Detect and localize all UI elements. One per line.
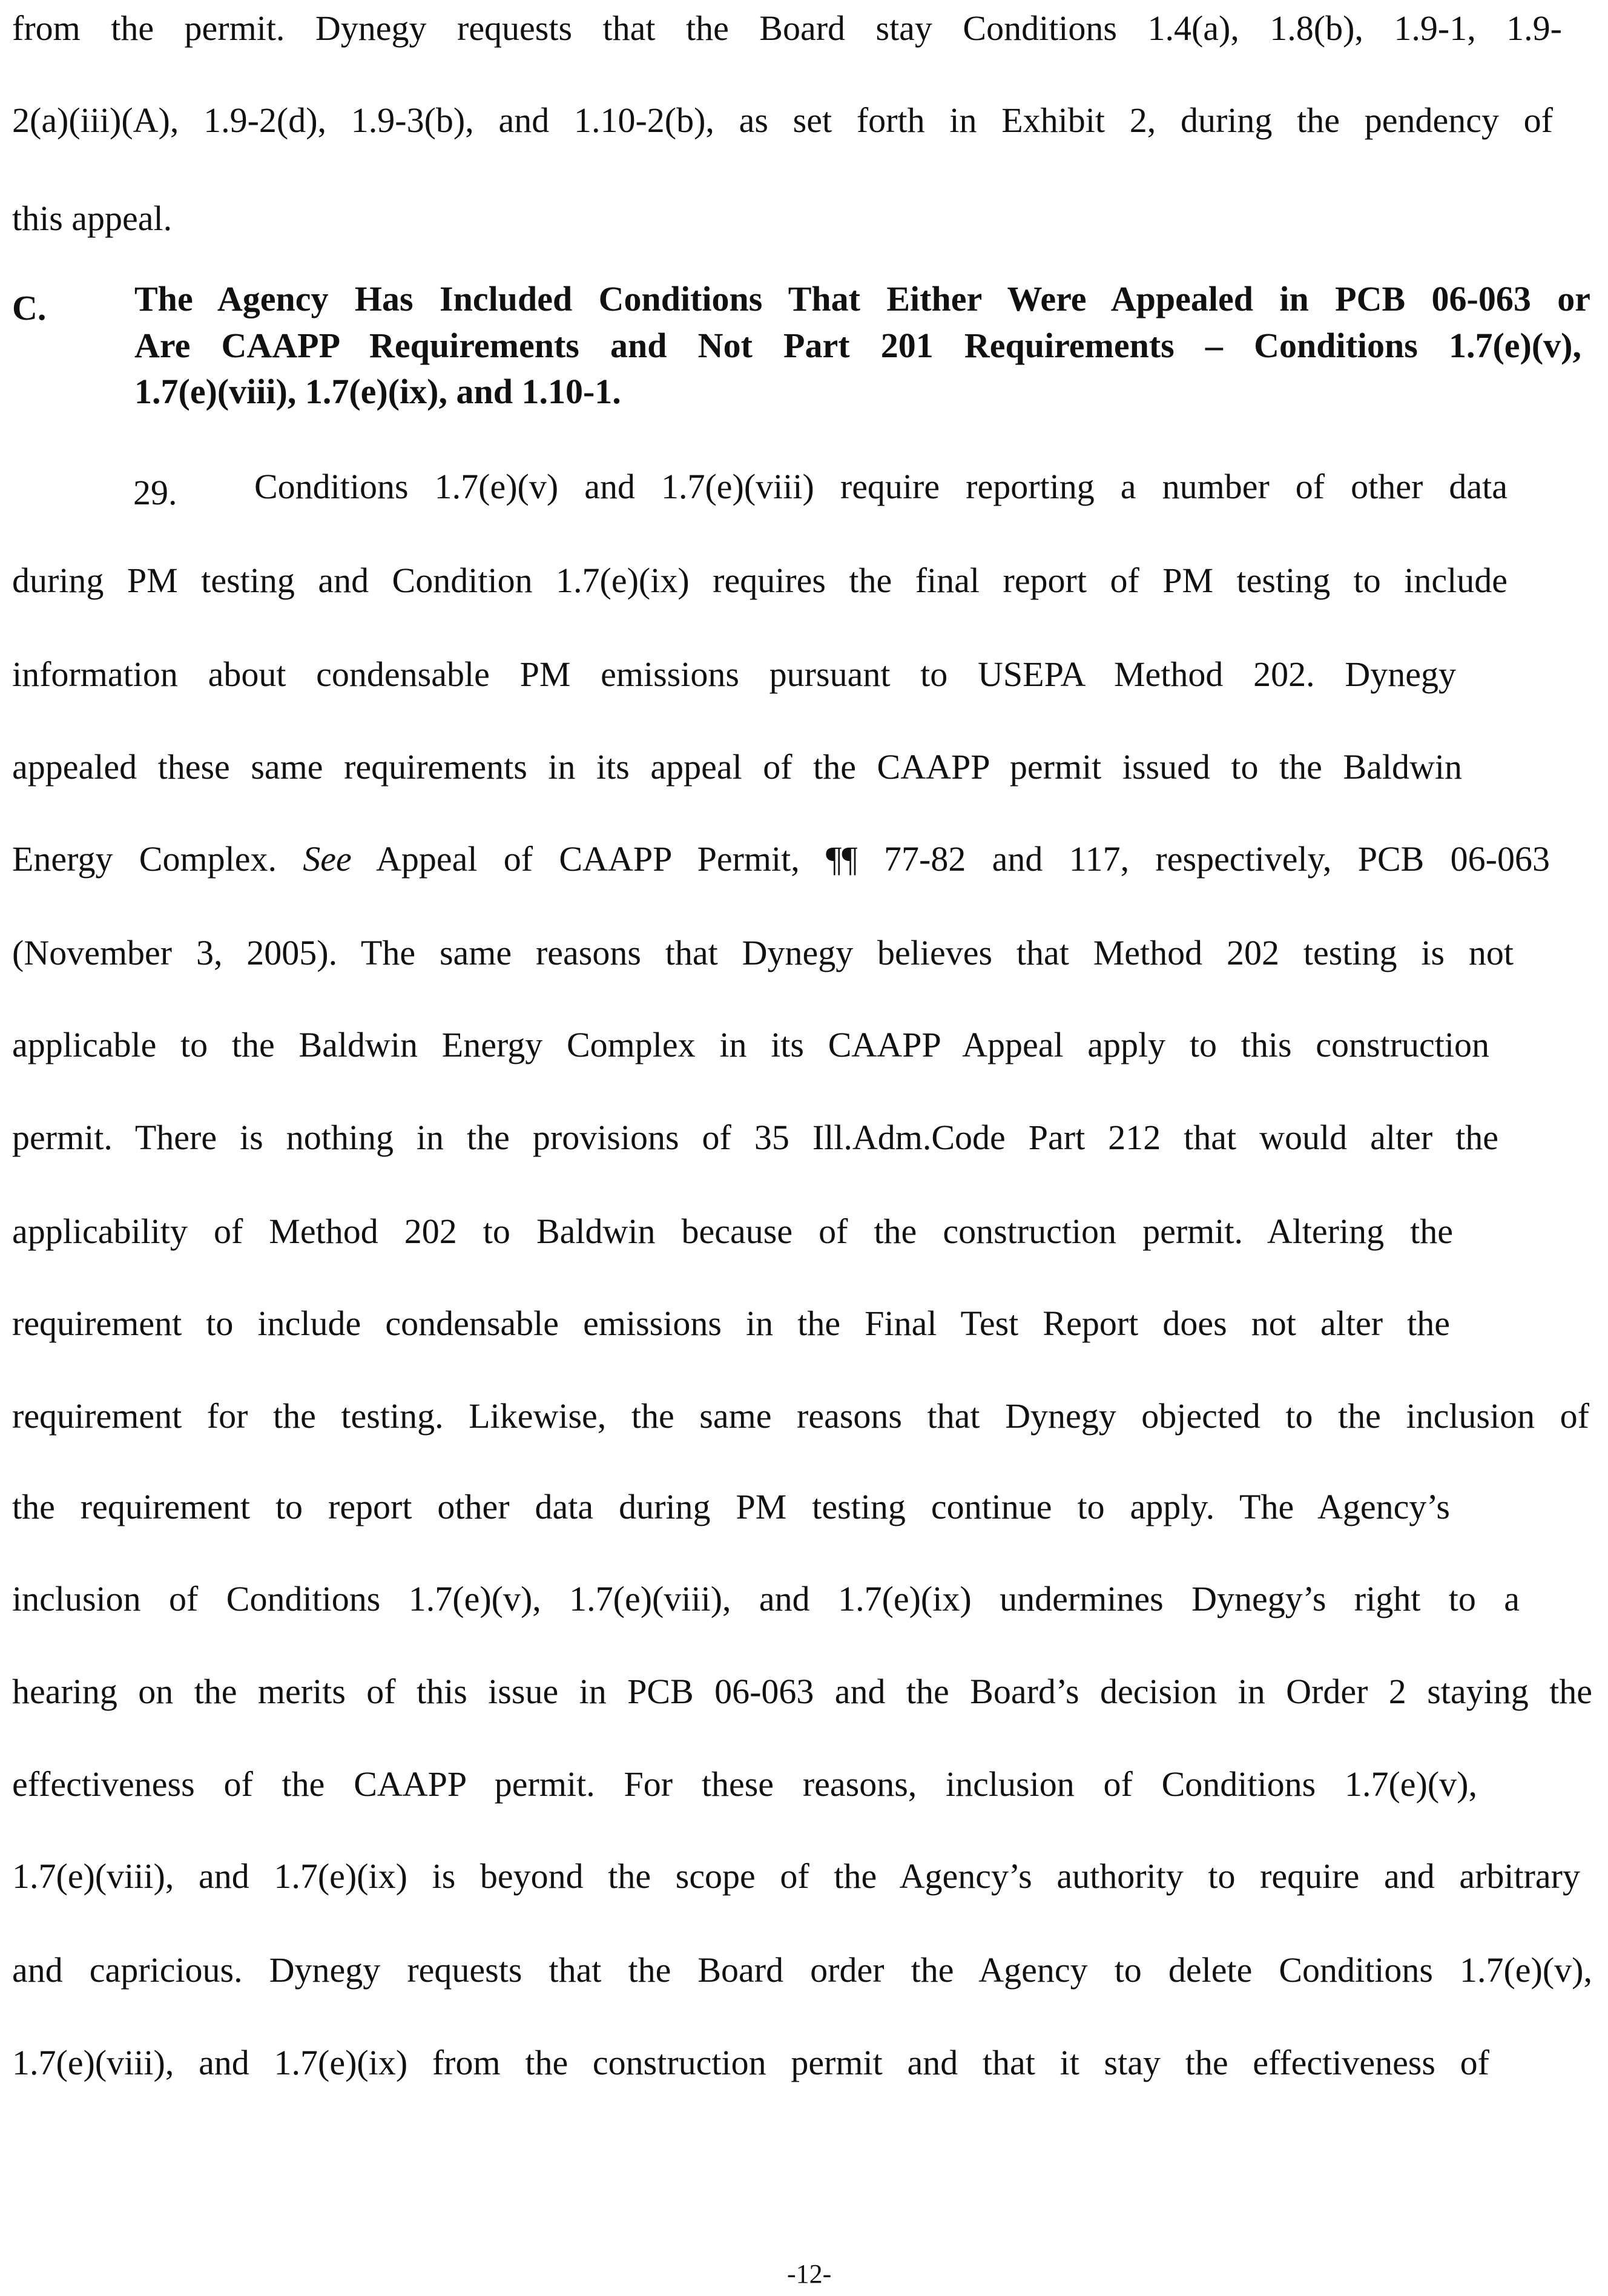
text-line: hearing on the merits of this issue in PCB 06-063 and the Board’s decision in Order 2 staying the (12, 1672, 1592, 1711)
text-line: permit. There is nothing in the provisions of 35 Ill.Adm.Code Part 212 that would alter the (12, 1118, 1498, 1157)
text-line: information about condensable PM emissions pursuant to USEPA Method 202. Dynegy (12, 655, 1456, 694)
paragraph-number: 29. (133, 473, 177, 512)
section-heading-line: The Agency Has Included Conditions That Either Were Appealed in PCB 06-063 or (134, 279, 1590, 318)
text-line: requirement for the testing. Likewise, the same reasons that Dynegy objected to the inclusion of (12, 1396, 1589, 1436)
text-line: the requirement to report other data during PM testing continue to apply. The Agency’s (12, 1487, 1450, 1526)
section-letter: C. (12, 288, 47, 328)
text-line: during PM testing and Condition 1.7(e)(ix) requires the final report of PM testing to include (12, 561, 1508, 600)
text-line: (November 3, 2005). The same reasons that Dynegy believes that Method 202 testing is not (12, 933, 1514, 972)
text-line: requirement to include condensable emissions in the Final Test Report does not alter the (12, 1304, 1450, 1343)
text-line: Energy Complex. See Appeal of CAAPP Permit, ¶¶ 77-82 and 117, respectively, PCB 06-063 (12, 839, 1550, 879)
text-line: from the permit. Dynegy requests that the Board stay Conditions 1.4(a), 1.8(b), 1.9-1, 1.9- (12, 8, 1562, 48)
text-line: Conditions 1.7(e)(v) and 1.7(e)(viii) require reporting a number of other data (254, 467, 1508, 506)
text-line: inclusion of Conditions 1.7(e)(v), 1.7(e)(viii), and 1.7(e)(ix) undermines Dynegy’s right to a (12, 1579, 1520, 1618)
text-line: applicable to the Baldwin Energy Complex in its CAAPP Appeal apply to this construction (12, 1025, 1489, 1064)
page-number: -12- (787, 2259, 832, 2289)
text-line: applicability of Method 202 to Baldwin because of the construction permit. Altering the (12, 1212, 1453, 1251)
section-heading-line: Are CAAPP Requirements and Not Part 201 Requirements – Conditions 1.7(e)(v), (134, 326, 1581, 365)
text-line: 2(a)(iii)(A), 1.9-2(d), 1.9-3(b), and 1.10-2(b), as set forth in Exhibit 2, during the pendency of (12, 101, 1553, 140)
section-heading-line: 1.7(e)(viii), 1.7(e)(ix), and 1.10-1. (134, 372, 621, 411)
text-line: 1.7(e)(viii), and 1.7(e)(ix) from the construction permit and that it stay the effectiveness of (12, 2043, 1489, 2082)
text-line: appealed these same requirements in its appeal of the CAAPP permit issued to the Baldwin (12, 747, 1462, 787)
text-line: and capricious. Dynegy requests that the Board order the Agency to delete Conditions 1.7(e)(v), (12, 1950, 1592, 1990)
text-line: this appeal. (12, 199, 173, 238)
text-line: 1.7(e)(viii), and 1.7(e)(ix) is beyond the scope of the Agency’s authority to require and arbitrary (12, 1856, 1580, 1896)
text-line: effectiveness of the CAAPP permit. For these reasons, inclusion of Conditions 1.7(e)(v), (12, 1764, 1477, 1804)
